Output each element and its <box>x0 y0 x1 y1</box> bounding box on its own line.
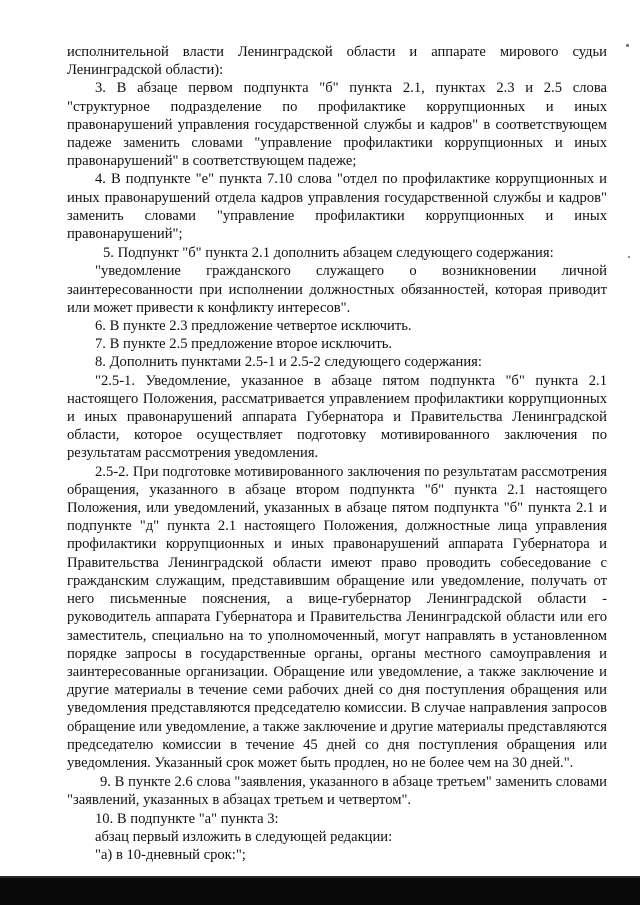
paragraph-new-wording: "а) в 10-дневный срок:"; <box>95 846 246 863</box>
scan-border-edge <box>0 876 640 878</box>
paragraph-item-7: 7. В пункте 2.5 предложение второе исключить. <box>95 336 393 353</box>
scan-speck <box>628 256 630 258</box>
paragraph-item-3: 3. В абзаце первом подпункта "б" пункта 2.1, пунктах 2.3 и 2.5 слова "структурное подразделение по профилактике коррупционных и иных правонарушений управления государственной службы и кадров" в соответствующем падеже заменить словами "управление профилактики коррупционных и иных правонарушений" в соответствующем падеже; <box>67 80 607 170</box>
scan-bottom-border <box>0 876 640 905</box>
paragraph-first-subparagraph: абзац первый изложить в следующей редакции: <box>95 828 393 845</box>
paragraph-item-5: 5. Подпункт "б" пункта 2.1 дополнить абзацем следующего содержания: <box>103 245 554 262</box>
paragraph-clause-2-5-2: 2.5-2. При подготовке мотивированного заключения по результатам рассмотрения обращения, указанного в абзаце втором подпункта "б" пункта 2.1 настоящего Положения, или уведомлений, указанных в абзаце пятом подпункта "б" пункта 2.1 и подпункте "д" пункта 2.1 настоящего Положения, должностные лица управления профилактики коррупционных и иных правонарушений аппарата Губернатора и Правительства Ленинградской области имеют право проводить собеседование с гражданским служащим, представившим обращение или уведомление, получать от него письменные пояснения, а вице-губернатор Ленинградской области - руководитель аппарата Губернатора и Правительства Ленинградской области или его заместитель, специально на то уполномоченный, могут направлять в установленном порядке запросы в государственные органы, органы местного самоуправления и заинтересованные организации. Обращение или уведомление, а также заключение и другие материалы в течение семи рабочих дней со дня поступления обращения или уведомления представляются председателю комиссии. В случае направления запросов обращение или уведомление, а также заключение и другие материалы представляются председателю комиссии в течение 45 дней со дня поступления обращения или уведомления. Указанный срок может быть продлен, но не более чем на 30 дней.". <box>67 463 607 771</box>
paragraph-item-9: 9. В пункте 2.6 слова "заявления, указанного в абзаце третьем" заменить словами "заявлений, указанных в абзацах третьем и четвертом". <box>67 774 607 809</box>
paragraph-clause-2-5-1: "2.5-1. Уведомление, указанное в абзаце пятом подпункта "б" пункта 2.1 настоящего Положения, рассматривается управлением профилактики коррупционных и иных правонарушений аппарата Губернатора и Правительства Ленинградской области, которое осуществляет подготовку мотивированного заключения по результатам рассмотрения уведомления. <box>67 372 607 462</box>
document-body <box>67 43 607 864</box>
scan-speck <box>626 44 629 47</box>
paragraph-continuation: исполнительной власти Ленинградской области и аппарате мирового судьи Ленинградской области): <box>67 44 607 79</box>
paragraph-item-10: 10. В подпункте "а" пункта 3: <box>95 810 279 827</box>
paragraph-item-6: 6. В пункте 2.3 предложение четвертое исключить. <box>95 318 412 335</box>
paragraph-quoted-notice: "уведомление гражданского служащего о возникновении личной заинтересованности при исполнении должностных обязанностей, которая приводит или может привести к конфликту интересов". <box>67 263 607 316</box>
paragraph-item-8: 8. Дополнить пунктами 2.5-1 и 2.5-2 следующего содержания: <box>95 354 482 371</box>
paragraph-item-4: 4. В подпункте "е" пункта 7.10 слова "отдел по профилактике коррупционных и иных правонарушений отдела кадров управления государственной службы и кадров" заменить словами "управление профилактики коррупционных и иных правонарушений"; <box>67 171 607 243</box>
